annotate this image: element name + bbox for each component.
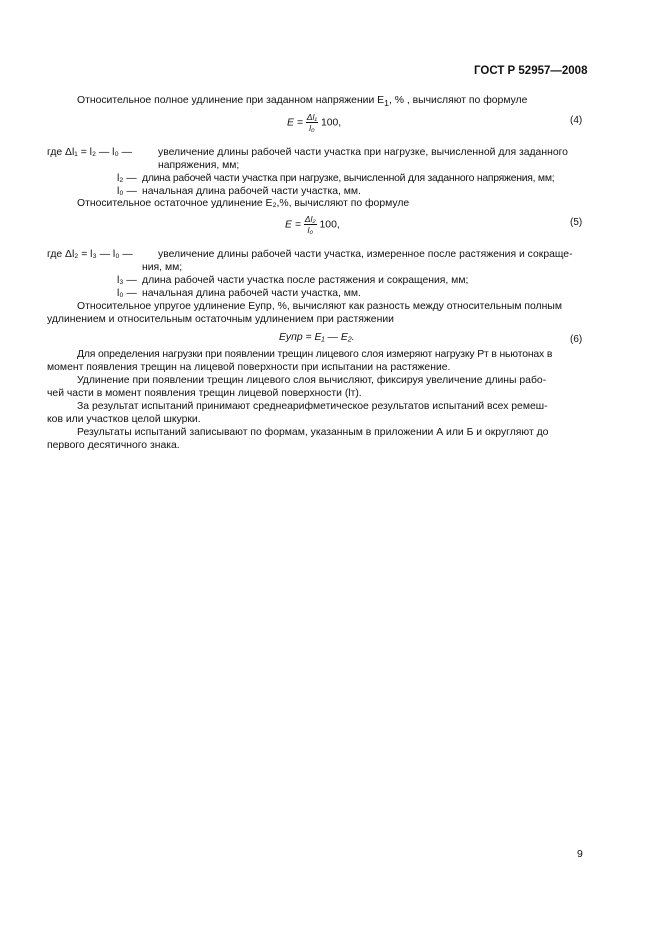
eq4-numerator: Δl₁ — [306, 112, 318, 122]
where2-line1a: увеличение длины рабочей части участка, измеренное после растяжения и сокраще- — [158, 249, 573, 260]
paragraph-crack-elongation-line1: Удлинение при появлении трещин лицевого слоя вычисляют, фиксируя увеличение длины рабо- — [77, 375, 547, 386]
where2-l0-symbol: l₀ — — [117, 288, 137, 299]
eq4-rhs: 100, — [320, 117, 342, 129]
paragraph-crack-load-line2: момент появления трещин на лицевой поверхности при испытании на растяжение. — [47, 362, 451, 373]
eq4-denominator: l₀ — [309, 123, 315, 133]
paragraph-result-line1: За результат испытаний принимают среднеарифметическое результатов испытаний всех ремеш- — [77, 401, 548, 412]
eq5-rhs: 100, — [319, 219, 340, 231]
where2-lead: где Δl₂ = l₃ — l₀ — — [47, 249, 133, 260]
paragraph-elastic-line2: удлинением и относительным остаточным удлинением при растяжении — [47, 314, 394, 325]
where2-line3: начальная длина рабочей части участка, мм. — [142, 288, 361, 299]
eq5-fraction — [304, 214, 317, 235]
where1-line2: длина рабочей части участка при нагрузке, вычисленной для заданного напряжения, мм; — [142, 173, 555, 184]
equation-5-number: (5) — [570, 217, 583, 228]
where1-l0-symbol: l₀ — — [117, 186, 137, 197]
where1-lead: где Δl₁ = l₂ — l₀ — — [47, 147, 133, 158]
paragraph-record-line2: первого десятичного знака. — [47, 440, 180, 451]
eq4-lhs: E = — [287, 117, 303, 129]
where2-line1b: ния, мм; — [142, 262, 183, 273]
where1-line1a: увеличение длины рабочей части участка при нагрузке, вычисленной для заданного — [158, 147, 568, 158]
paragraph-residual-elongation: Относительное остаточное удлинение E₂,%, вычисляют по формуле — [77, 198, 410, 209]
paragraph-record-line1: Результаты испытаний записывают по формам, указанным в приложении А или Б и округляют до — [77, 427, 549, 438]
para1-tail: , % , вычисляют по формуле — [388, 95, 528, 106]
document-header: ГОСТ Р 52957—2008 — [474, 65, 588, 77]
para1-text: Относительное полное удлинение при заданном напряжении E — [77, 95, 385, 106]
paragraph-crack-elongation-line2: чей части в момент появления трещин лицевой поверхности (lт). — [47, 388, 362, 399]
where1-line3: начальная длина рабочей части участка, мм. — [142, 186, 361, 197]
eq5-lhs: E = — [285, 219, 301, 231]
where1-line1b: напряжения, мм; — [158, 160, 240, 171]
paragraph-crack-load-line1: Для определения нагрузки при появлении трещин лицевого слоя измеряют нагрузку Pт в ньютонах в — [77, 349, 553, 360]
eq5-numerator: Δl₂ — [304, 214, 316, 224]
paragraph-total-elongation — [77, 95, 527, 108]
where1-l2-symbol: l₂ — — [117, 173, 137, 184]
para1-subscript: 1 — [384, 98, 389, 109]
paragraph-result-line2: ков или участков целой шкурки. — [47, 414, 201, 425]
where2-line2: длина рабочей части участка после растяжения и сокращения, мм; — [142, 275, 469, 286]
equation-6-number: (6) — [570, 334, 583, 345]
paragraph-elastic-line1: Относительное упругое удлинение Eупр, %, вычисляют как разность между относительным полным — [77, 301, 562, 312]
equation-4 — [287, 112, 341, 133]
equation-5 — [285, 214, 340, 235]
where2-l3-symbol: l₃ — — [117, 275, 137, 286]
eq4-fraction — [306, 112, 318, 133]
eq5-denominator: l₀ — [307, 225, 313, 235]
page-number: 9 — [577, 848, 583, 860]
equation-4-number: (4) — [570, 115, 583, 126]
equation-6: Eупр = E₁ — E₂. — [279, 332, 355, 343]
